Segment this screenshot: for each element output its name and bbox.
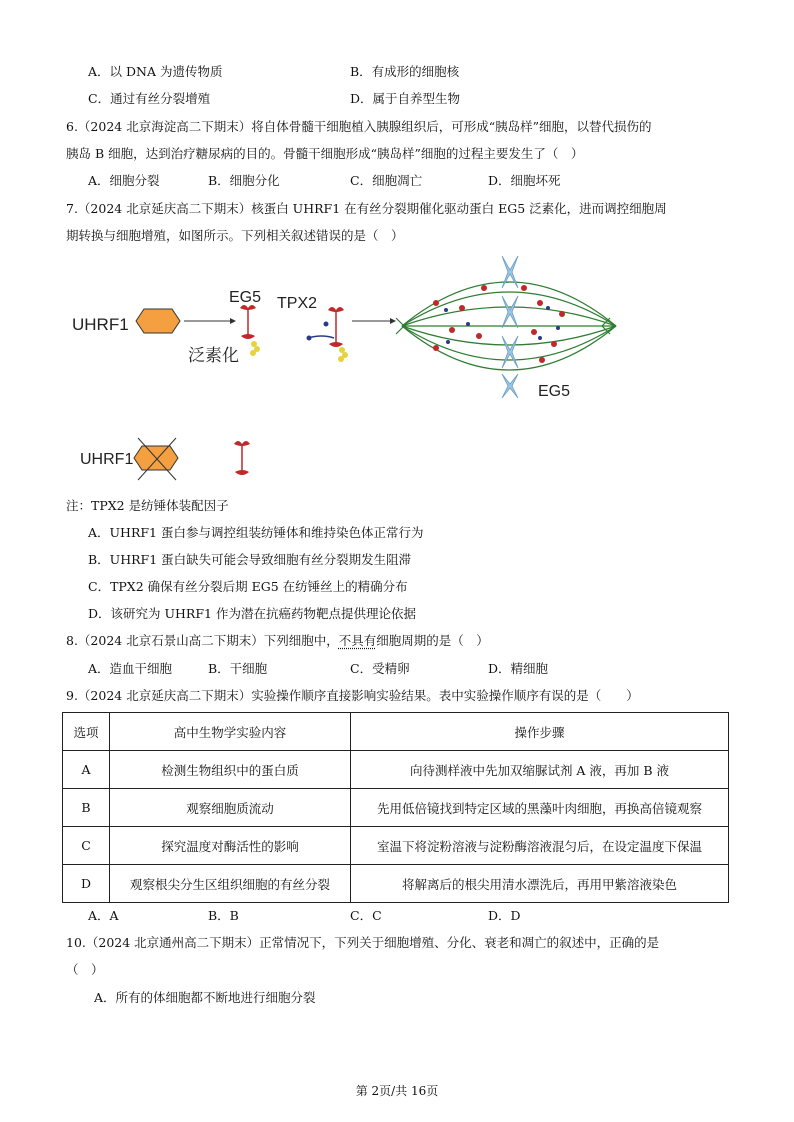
q8-option-a: A．造血干细胞 <box>88 661 173 676</box>
eg5-bottom-label: EG5 <box>538 383 571 400</box>
q5-option-a: A．以 DNA 为遗传物质 <box>88 64 223 79</box>
arrow-2-head <box>390 318 396 324</box>
q8-stem-prefix: 8.（2024 北京石景山高二下期末）下列细胞中， <box>66 633 339 648</box>
q7-note: 注：TPX2 是纺锤体装配因子 <box>66 498 229 513</box>
q5-option-c: C．通过有丝分裂增殖 <box>88 91 211 106</box>
table-row <box>63 865 729 903</box>
table-header-option: 选项 <box>63 713 110 751</box>
table-cell-option: B <box>63 789 110 827</box>
uhrf1-hexagon-icon <box>136 309 180 333</box>
table-cell-content: 观察细胞质流动 <box>110 789 351 827</box>
q10-stem-line2: （ ） <box>66 962 104 977</box>
q10-option-a: A．所有的体细胞都不断地进行细胞分裂 <box>94 990 316 1005</box>
q9-option-a: A．A <box>88 908 119 923</box>
table-header-content: 高中生物学实验内容 <box>110 713 351 751</box>
tpx2-dot-icons <box>444 306 560 344</box>
table-header-row <box>63 713 729 751</box>
table-header-steps: 操作步骤 <box>351 713 729 751</box>
q6-option-d: D．细胞坏死 <box>488 173 561 188</box>
uhrf1-knockout-label: UHRF1 <box>80 451 134 468</box>
eg5-tpx2-complex-icon <box>307 307 349 362</box>
table-cell-steps: 将解离后的根尖用清水漂洗后，再用甲紫溶液染色 <box>351 865 729 903</box>
q8-option-b: B．干细胞 <box>208 661 268 676</box>
arrow-1-head <box>230 318 236 324</box>
q9-option-c: C．C <box>350 908 382 923</box>
ubiquitination-label: 泛素化 <box>188 346 239 365</box>
table-cell-content: 探究温度对酶活性的影响 <box>110 827 351 865</box>
table-cell-option: D <box>63 865 110 903</box>
table-row <box>63 789 729 827</box>
q8-option-d: D．精细胞 <box>488 661 549 676</box>
uhrf1-label: UHRF1 <box>72 315 129 334</box>
q8-stem-emphasis: 不具有 <box>338 633 377 648</box>
table-row <box>63 751 729 789</box>
table-cell-steps: 室温下将淀粉溶液与淀粉酶溶液混匀后，在设定温度下保温 <box>351 827 729 865</box>
uhrf1-eg5-diagram <box>64 248 664 498</box>
q5-option-d: D．属于自养型生物 <box>350 91 461 106</box>
q8-option-c: C．受精卵 <box>350 661 410 676</box>
table-cell-option: A <box>63 751 110 789</box>
q7-option-d: D．该研究为 UHRF1 作为潜在抗癌药物靶点提供理论依据 <box>88 606 416 621</box>
eg5-unmodified-icon <box>234 441 250 475</box>
eg5-label: EG5 <box>229 289 262 306</box>
eg5-motor-icons <box>433 285 565 363</box>
q9-option-d: D．D <box>488 908 521 923</box>
table-cell-steps: 向待测样液中先加双缩脲试剂 A 液，再加 B 液 <box>351 751 729 789</box>
table-cell-content: 观察根尖分生区组织细胞的有丝分裂 <box>110 865 351 903</box>
q10-stem-line1: 10.（2024 北京通州高二下期末）正常情况下，下列关于细胞增殖、分化、衰老和凋亡的叙述中，正确的是 <box>66 935 660 950</box>
q6-option-c: C．细胞凋亡 <box>350 173 423 188</box>
q6-stem-line1: 6.（2024 北京海淀高二下期末）将自体骨髓干细胞植入胰腺组织后，可形成“胰岛样”细胞，以替代损伤的 <box>66 119 652 134</box>
tpx2-label: TPX2 <box>277 295 318 312</box>
page-footer: 第 2页/共 16页 <box>355 1084 439 1098</box>
q8-stem-suffix: 细胞周期的是（ ） <box>376 633 489 648</box>
table-cell-option: C <box>63 827 110 865</box>
table-cell-steps: 先用低倍镜找到特定区域的黑藻叶肉细胞，再换高倍镜观察 <box>351 789 729 827</box>
eg5-protein-icon <box>240 305 260 356</box>
q9-option-b: B．B <box>208 908 239 923</box>
q9-experiment-table <box>62 712 729 903</box>
q7-stem-line1: 7.（2024 北京延庆高二下期末）核蛋白 UHRF1 在有丝分裂期催化驱动蛋白 EG5 泛素化，进而调控细胞周 <box>66 201 667 216</box>
q8-stem <box>66 631 489 649</box>
q9-stem: 9.（2024 北京延庆高二下期末）实验操作顺序直接影响实验结果。表中实验操作顺序有误的是（ ） <box>66 688 639 703</box>
q6-option-a: A．细胞分裂 <box>88 173 160 188</box>
table-cell-content: 检测生物组织中的蛋白质 <box>110 751 351 789</box>
q6-stem-line2: 胰岛 B 细胞，达到治疗糖尿病的目的。骨髓干细胞形成“胰岛样”细胞的过程主要发生了（ ） <box>66 146 584 161</box>
q7-option-c: C．TPX2 确保有丝分裂后期 EG5 在纺锤丝上的精确分布 <box>88 579 408 594</box>
q5-option-b: B．有成形的细胞核 <box>350 64 460 79</box>
q7-option-a: A．UHRF1 蛋白参与调控组装纺锤体和维持染色体正常行为 <box>88 525 424 540</box>
table-row <box>63 827 729 865</box>
q7-option-b: B．UHRF1 蛋白缺失可能会导致细胞有丝分裂期发生阻滞 <box>88 552 412 567</box>
chromosome-icons <box>502 256 518 398</box>
q6-option-b: B．细胞分化 <box>208 173 280 188</box>
q7-stem-line2: 期转换与细胞增殖，如图所示。下列相关叙述错误的是（ ） <box>66 228 404 243</box>
